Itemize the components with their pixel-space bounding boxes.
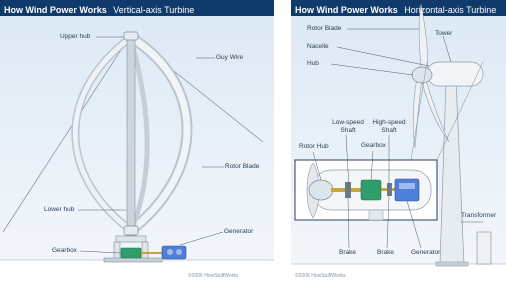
vertical-header [4, 4, 194, 16]
label-nacelle: Nacelle [307, 43, 329, 50]
nacelle [427, 62, 483, 86]
label-gearbox: Gearbox [361, 142, 386, 149]
label-rotor-blade: Rotor Blade [225, 163, 260, 170]
label-guy-wire: Guy Wire [216, 54, 244, 61]
label-brake-left: Brake [339, 249, 356, 256]
header-subtitle: Vertical-axis Turbine [113, 5, 195, 15]
label-gearbox: Gearbox [52, 247, 77, 254]
upper-hub [124, 32, 138, 40]
label-brake-right: Brake [377, 249, 394, 256]
label-high-speed-shaft: High-speed Shaft [372, 119, 406, 134]
label-hub: Hub [307, 60, 319, 67]
tower-base [436, 262, 468, 266]
tower [440, 80, 464, 264]
label-lower-hub: Lower hub [44, 206, 75, 213]
label-transformer: Transformer [461, 212, 497, 219]
label-rotor-hub: Rotor Hub [299, 143, 329, 150]
base-platform [104, 258, 162, 262]
label-tower: Tower [435, 30, 453, 37]
transformer [477, 232, 491, 264]
copyright: ©2006 HowStuffWorks [188, 273, 239, 279]
header-brand: How Wind Power Works [4, 5, 107, 15]
horizontal-header [295, 4, 496, 16]
inset-brake-right [387, 183, 392, 196]
label-rotor-blade: Rotor Blade [307, 25, 342, 32]
copyright: ©2006 HowStuffWorks [295, 273, 346, 279]
header-subtitle: Horizontal-axis Turbine [404, 5, 497, 15]
label-low-speed-shaft: Low-speed Shaft [332, 119, 364, 134]
rotor-column [127, 36, 135, 236]
label-upper-hub: Upper hub [60, 33, 91, 40]
inset-gearbox [361, 180, 381, 200]
header-brand: How Wind Power Works [295, 5, 398, 15]
hub [412, 67, 432, 83]
base-top [116, 236, 146, 242]
gearbox [121, 248, 141, 258]
label-generator: Generator [411, 249, 441, 256]
label-generator: Generator [224, 228, 254, 235]
inset-rotor-hub [309, 180, 333, 200]
horizontal-axis-panel [291, 0, 506, 281]
inset-generator [395, 179, 419, 201]
lower-hub [124, 226, 138, 235]
guy-wire-left [3, 36, 130, 232]
inset-brake-left [345, 182, 351, 198]
generator [162, 246, 186, 259]
